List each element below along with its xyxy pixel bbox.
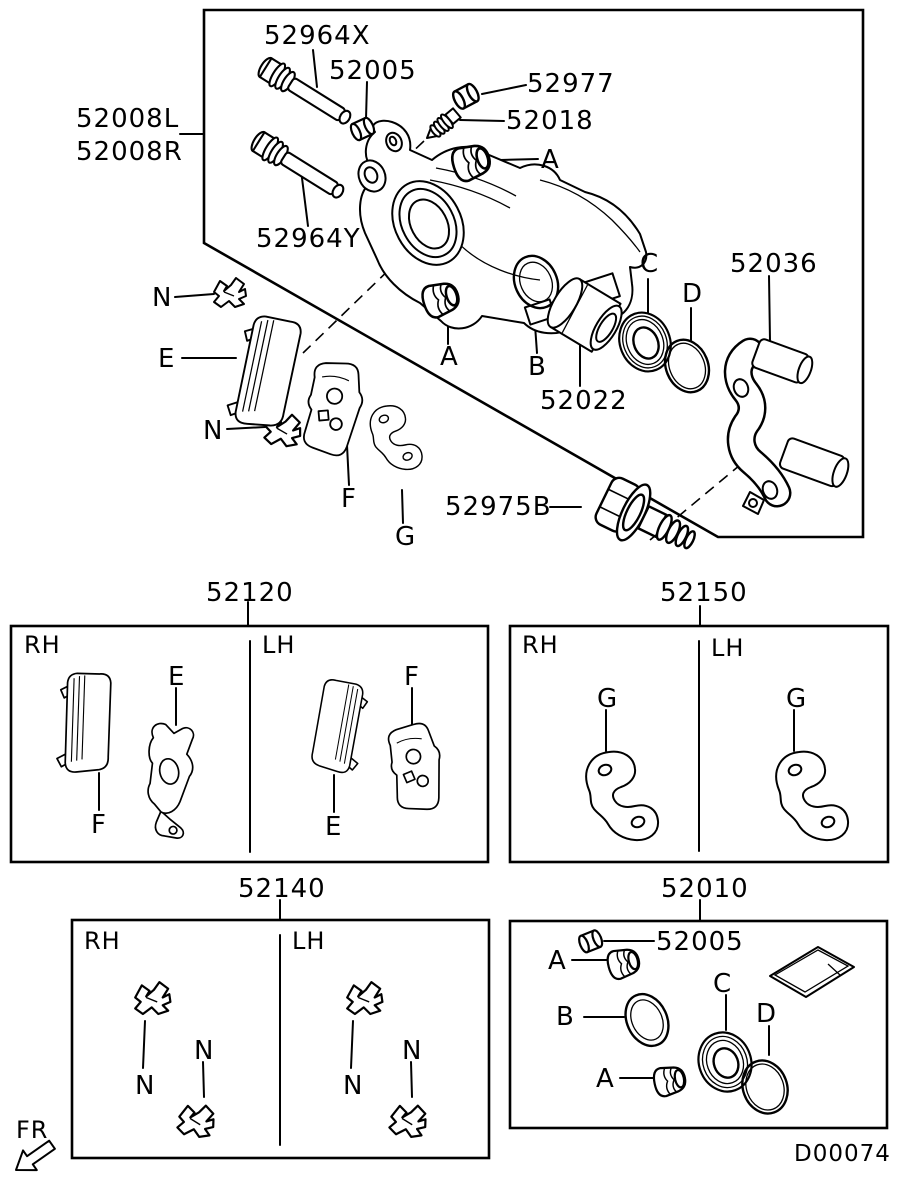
callout-52964Y: 52964Y	[256, 224, 361, 254]
guide-pin-lower	[248, 128, 349, 205]
section-code-52010: 52010	[661, 874, 749, 904]
callout-n-upper: N	[152, 283, 173, 313]
sealkit-d: D	[756, 999, 778, 1029]
section-code-52150: 52150	[660, 578, 748, 608]
front-marker-label: FR	[16, 1116, 49, 1144]
shim-g-main	[370, 406, 422, 470]
padkit-lh-pad-f	[387, 722, 445, 813]
clipkit-lh-n1	[347, 982, 382, 1014]
sealkit-nut	[577, 929, 604, 954]
padkit-rh-e: E	[168, 662, 186, 692]
callout-e: E	[158, 344, 176, 374]
section-code-52140: 52140	[238, 874, 326, 904]
callout-a-side: A	[440, 342, 459, 372]
shimkit-rh-label: RH	[522, 631, 559, 659]
callout-52008R: 52008R	[76, 137, 183, 167]
pad-f-main	[298, 357, 369, 459]
shimkit-lh-g	[776, 752, 848, 840]
padkit-lh-label: LH	[262, 631, 296, 659]
callout-b: B	[528, 352, 547, 382]
sealkit-a-bot: A	[596, 1064, 615, 1094]
callout-52022: 52022	[540, 386, 628, 416]
sealkit-a-top: A	[548, 946, 567, 976]
padkit-lh-pad-e	[311, 679, 370, 775]
callout-c: C	[640, 249, 660, 279]
callout-d: D	[682, 279, 704, 309]
clipkit-rh-n2: N	[194, 1036, 215, 1066]
clipkit-lh-n2: N	[402, 1036, 423, 1066]
section-code-52120: 52120	[206, 578, 294, 608]
callout-52008L: 52008L	[76, 104, 180, 134]
callout-52036: 52036	[730, 249, 818, 279]
callout-52975B: 52975B	[445, 492, 552, 522]
clipkit-rh-n2	[176, 1101, 216, 1139]
shimkit-lh-g: G	[786, 684, 808, 714]
sealkit-52005: 52005	[656, 927, 744, 957]
sealkit-c: C	[713, 969, 733, 999]
clipkit-rh-n1: N	[135, 1071, 156, 1101]
sealkit-grease-sachet	[770, 947, 854, 997]
callout-52977: 52977	[527, 69, 615, 99]
callout-n-lower: N	[203, 416, 224, 446]
sealkit-boot-c	[690, 1025, 759, 1099]
padkit-lh-f: F	[404, 662, 420, 692]
callout-g: G	[395, 522, 417, 552]
clip-n-upper	[214, 278, 246, 307]
padkit-rh-pad-f	[52, 670, 117, 776]
callout-52005: 52005	[329, 56, 417, 86]
padkit-rh-plate-e	[146, 723, 194, 838]
padkit-rh-label: RH	[24, 631, 61, 659]
bleeder-screw	[422, 106, 463, 144]
sealkit-boot-a-top	[605, 945, 642, 981]
sealkit-seal-b	[617, 987, 676, 1053]
callout-a-upper: A	[541, 145, 560, 175]
shimkit-rh-g: G	[597, 684, 619, 714]
pad-e-main	[220, 310, 308, 433]
bracket-52036	[731, 338, 852, 514]
drawing-number: D00074	[794, 1141, 891, 1167]
clipkit-lh-label: LH	[292, 927, 326, 955]
callout-52018: 52018	[506, 106, 594, 136]
sealkit-boot-a-bottom	[652, 1064, 688, 1098]
padkit-rh-f: F	[91, 810, 107, 840]
bleeder-cap	[451, 82, 481, 110]
callout-52964X: 52964X	[264, 21, 371, 51]
clipkit-rh-n1	[135, 982, 170, 1014]
clipkit-lh-n1: N	[343, 1071, 364, 1101]
clipkit-lh-n2	[388, 1101, 428, 1139]
padkit-lh-e: E	[325, 812, 343, 842]
sealkit-b: B	[556, 1002, 575, 1032]
shimkit-rh-g	[586, 752, 658, 840]
clipkit-rh-label: RH	[84, 927, 121, 955]
callout-f: F	[341, 484, 357, 514]
shimkit-lh-label: LH	[711, 634, 745, 662]
